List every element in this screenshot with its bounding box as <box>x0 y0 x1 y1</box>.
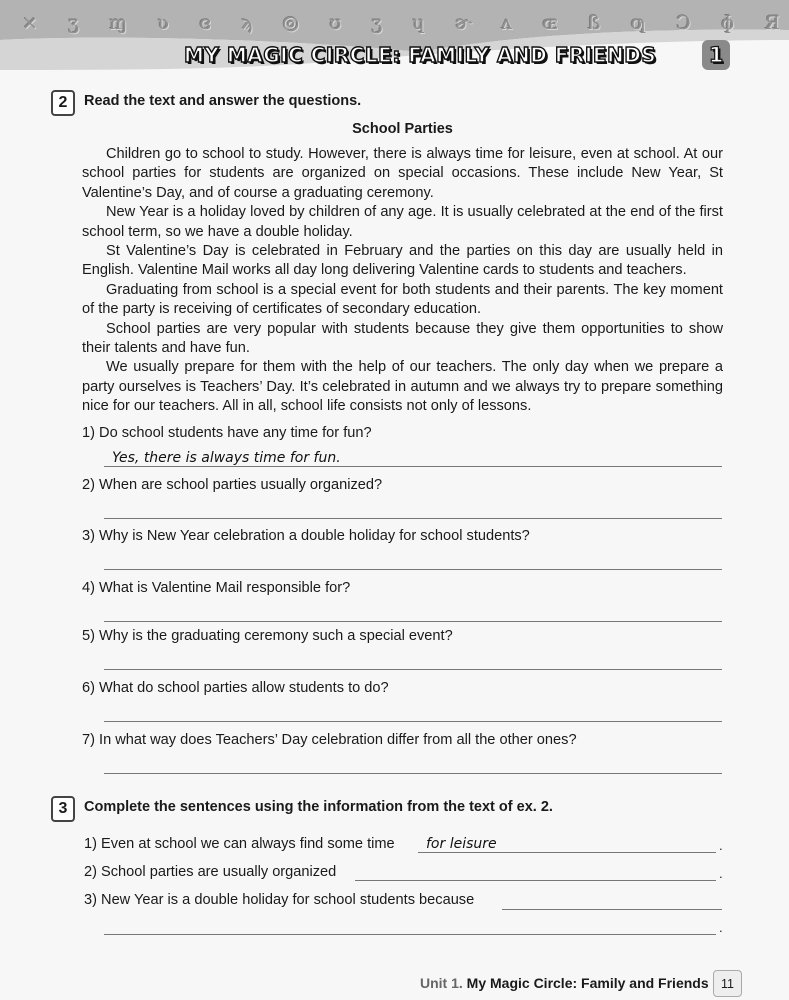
footer-unit-title: My Magic Circle: Family and Friends <box>466 975 709 991</box>
answer-1-text[interactable]: Yes, there is always time for fun. <box>112 450 341 466</box>
reading-passage <box>82 145 723 417</box>
glyph-icon: ɥ <box>412 12 427 34</box>
glyph-icon: ɞ <box>199 12 214 34</box>
glyph-icon: ƣ <box>630 12 649 34</box>
sentence-3: 3) New Year is a double holiday for school students because <box>84 892 475 908</box>
question-4: 4) What is Valentine Mail responsible for? <box>82 580 351 596</box>
glyph-icon: ʊ <box>329 12 344 34</box>
answer-line-1[interactable] <box>104 466 722 467</box>
sentence-3-end: . <box>719 920 723 935</box>
glyph-icon: × <box>22 12 40 34</box>
text-title: School Parties <box>352 121 453 137</box>
question-5: 5) Why is the graduating ceremony such a special event? <box>82 628 453 644</box>
glyph-icon: ß <box>587 12 603 34</box>
paragraph: School parties are very popular with students because they give them opportunities to show their talents and have fun. <box>82 320 723 357</box>
sentence-2-blank[interactable] <box>355 880 716 881</box>
sentence-2: 2) School parties are usually organized <box>84 864 337 880</box>
question-7: 7) In what way does Teachers’ Day celebration differ from all the other ones? <box>82 732 577 748</box>
glyph-icon: ɶ <box>542 12 560 34</box>
glyph-icon: ʒ <box>371 12 385 34</box>
sentence-3-blank-continued[interactable] <box>104 934 716 935</box>
page-number: 11 <box>713 970 742 997</box>
glyph-icon: ɸ <box>721 12 737 34</box>
footer-unit-label: Unit 1. <box>420 975 463 991</box>
glyph-icon: ɚ <box>455 12 474 34</box>
answer-line-5[interactable] <box>104 669 722 670</box>
paragraph: Children go to school to study. However, there is always time for leisure, even at school. At our school parties for students are organized on special occasions. These include New Year, St Valentine’s Day, and of course a graduating ceremony. <box>82 146 723 201</box>
page-footer <box>420 975 709 991</box>
answer-line-7[interactable] <box>104 773 722 774</box>
glyph-icon: ɱ <box>109 12 130 34</box>
glyph-icon: Ɔ <box>676 12 693 34</box>
spiral-icon: ◎ <box>282 12 302 34</box>
answer-line-4[interactable] <box>104 621 722 622</box>
paragraph: Graduating from school is a special event for both students and their parents. The key moment of the party is receiving of certificates of secondary education. <box>82 281 723 318</box>
paragraph: We usually prepare for them with the help of our teachers. The only day when we prepare a party ourselves is Teachers’ Day. It’s celebrated in autumn and we always try to prepare something nice for our teachers. All in all, school life consists not only of lessons. <box>82 359 723 415</box>
question-3: 3) Why is New Year celebration a double holiday for school students? <box>82 528 530 544</box>
glyph-icon: Я <box>764 12 782 34</box>
glyph-icon: ʒ <box>68 12 81 34</box>
unit-number-badge: 1 <box>702 40 730 70</box>
sentence-1: 1) Even at school we can always find some time <box>84 836 395 852</box>
paragraph: St Valentine’s Day is celebrated in February and the parties on this day are usually held in English. Valentine Mail works all day long delivering Valentine cards to students and teachers. <box>82 243 723 279</box>
sentence-1-end: . <box>719 838 723 853</box>
unit-title: MY MAGIC CIRCLE: FAMILY AND FRIENDS <box>184 43 657 67</box>
question-2: 2) When are school parties usually organized? <box>82 477 383 493</box>
answer-line-2[interactable] <box>104 518 722 519</box>
sentence-1-blank[interactable] <box>418 852 716 853</box>
sentence-2-end: . <box>719 866 723 881</box>
decorative-glyphs <box>22 8 782 38</box>
exercise-number-badge: 2 <box>51 90 75 116</box>
question-1: 1) Do school students have any time for fun? <box>82 425 372 441</box>
sentence-3-blank[interactable] <box>502 909 722 910</box>
glyph-icon: ϡ <box>241 12 255 34</box>
glyph-icon: ʋ <box>157 12 172 34</box>
exercise-instruction: Complete the sentences using the information from the text of ex. 2. <box>84 799 553 815</box>
sentence-1-answer[interactable]: for leisure <box>426 836 497 852</box>
answer-line-6[interactable] <box>104 721 722 722</box>
page-header <box>0 0 789 78</box>
paragraph: New Year is a holiday loved by children of any age. It is usually celebrated at the end of the first school term, so we have a double holiday. <box>82 204 723 240</box>
question-6: 6) What do school parties allow students to do? <box>82 680 389 696</box>
exercise-number-badge: 3 <box>51 796 75 822</box>
glyph-icon: ʌ <box>501 12 515 34</box>
answer-line-3[interactable] <box>104 569 722 570</box>
exercise-instruction: Read the text and answer the questions. <box>84 93 362 109</box>
